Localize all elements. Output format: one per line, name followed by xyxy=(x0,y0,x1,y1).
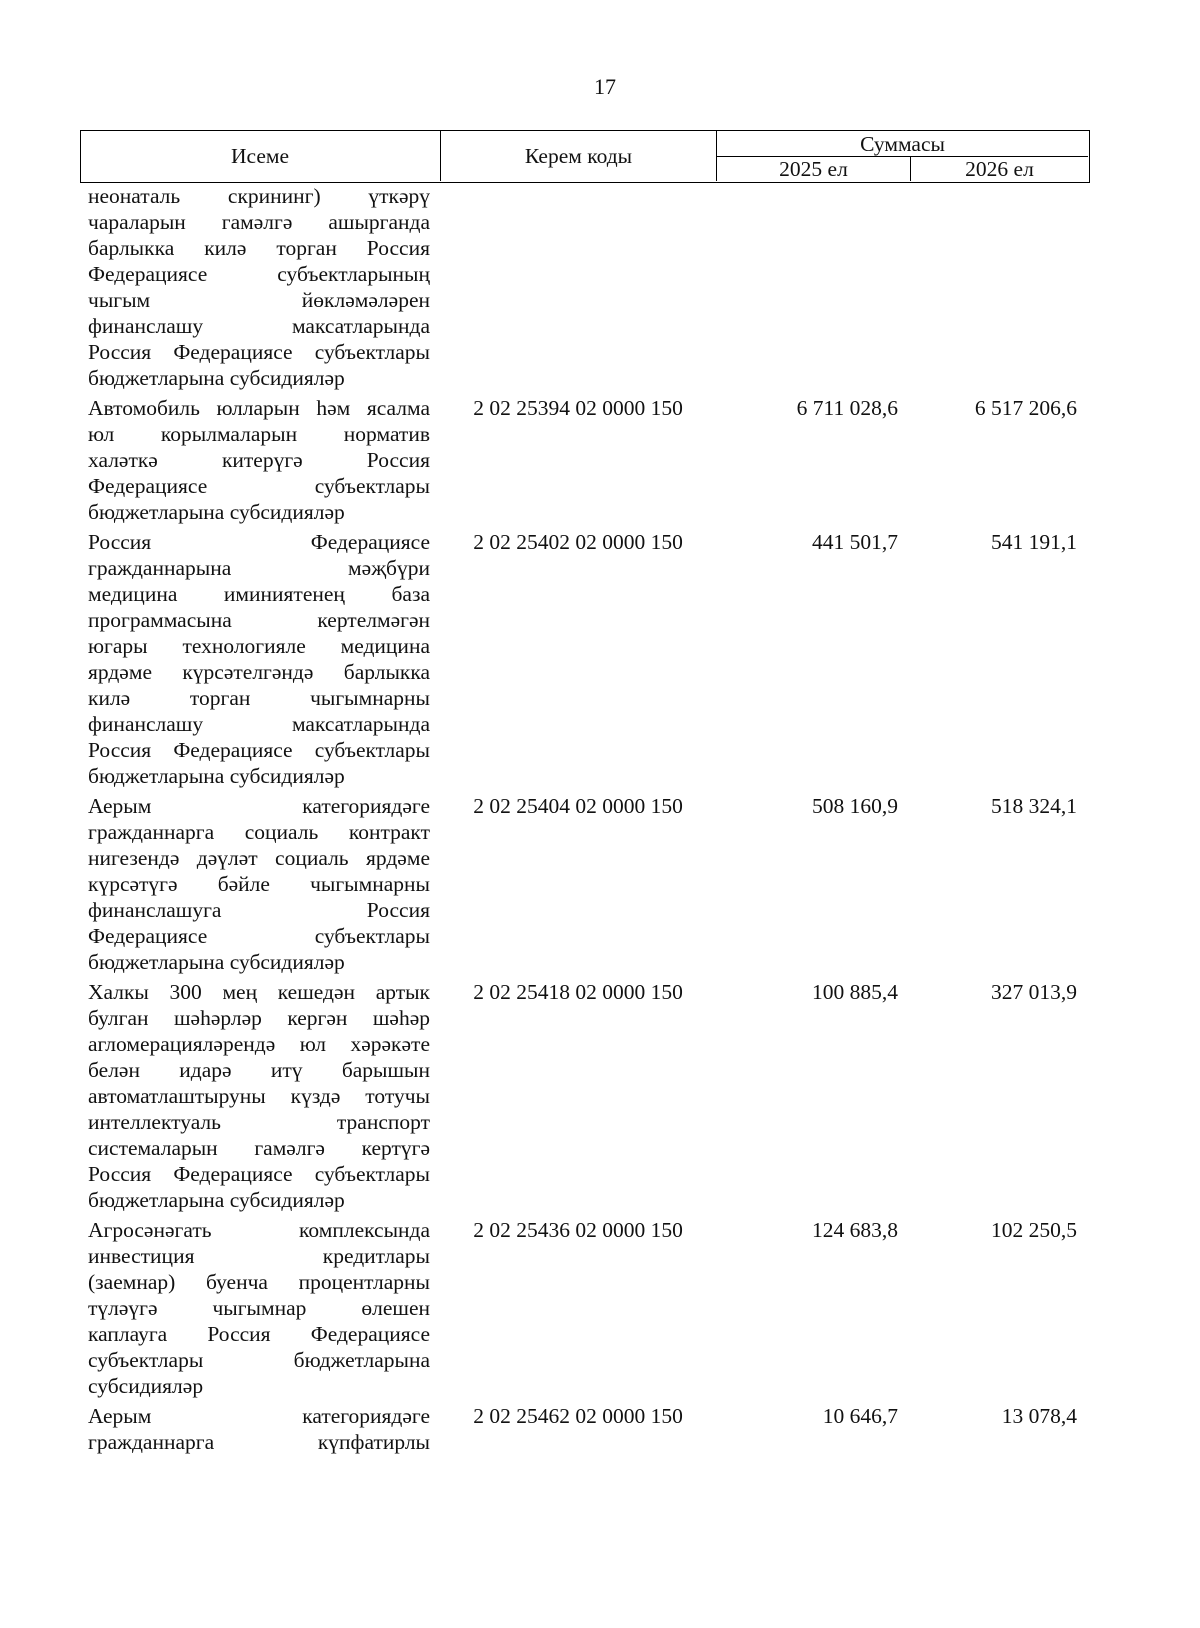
row-name-line: чараларын гамәлгә ашырганда xyxy=(88,210,430,234)
row-amount-2026: 102 250,5 xyxy=(991,1218,1077,1242)
row-amount-2026 xyxy=(910,183,1090,209)
row-name-line: каплауга Россия Федерациясе xyxy=(88,1322,430,1346)
row-amount-2026: 541 191,1 xyxy=(991,530,1077,554)
row-name-line: Федерациясе субъектлары xyxy=(88,474,430,498)
row-name-line: бюджетларына субсидияләр xyxy=(88,500,345,524)
row-name-line: системаларын гамәлгә кертүгә xyxy=(88,1136,430,1160)
row-amount-2026: 13 078,4 xyxy=(1001,1404,1077,1428)
row-name-line: бюджетларына субсидияләр xyxy=(88,1188,345,1212)
row-name-line: халәткә китерүгә Россия xyxy=(88,448,430,472)
row-amount-2025: 124 683,8 xyxy=(812,1218,898,1242)
row-amount-2025: 441 501,7 xyxy=(812,530,898,554)
table-body xyxy=(80,183,1090,1459)
row-amount-2025: 100 885,4 xyxy=(812,980,898,1004)
row-name-line: бюджетларына субсидияләр xyxy=(88,764,345,788)
table-row xyxy=(80,183,1090,391)
row-name-line: Россия Федерациясе субъектлары xyxy=(88,738,430,762)
row-name-cell xyxy=(80,529,440,789)
row-name-line: Автомобиль юлларын һәм ясалма xyxy=(88,396,430,420)
row-name-line: финанслашу максатларында xyxy=(88,314,430,338)
row-name-line: финанслашу максатларында xyxy=(88,712,430,736)
table-row xyxy=(80,395,1090,525)
row-code: 2 02 25462 02 0000 150 xyxy=(473,1404,683,1428)
row-name-line: бюджетларына субсидияләр xyxy=(88,950,345,974)
table-header xyxy=(80,130,1090,183)
row-name-line: Россия Федерациясе субъектлары xyxy=(88,340,430,364)
row-name-line: гражданнарга социаль контракт xyxy=(88,820,430,844)
row-amount-2026: 6 517 206,6 xyxy=(974,396,1077,420)
row-code: 2 02 25404 02 0000 150 xyxy=(473,794,683,818)
page-number: 17 xyxy=(594,74,616,99)
row-name-line: субсидияләр xyxy=(88,1374,204,1398)
row-code: 2 02 25394 02 0000 150 xyxy=(473,396,683,420)
header-amount: Суммасы xyxy=(860,132,945,156)
row-name-line: программасына кертелмәгән xyxy=(88,608,430,632)
row-code: 2 02 25402 02 0000 150 xyxy=(473,530,683,554)
row-name-line: интеллектуаль транспорт xyxy=(88,1110,430,1134)
row-name-line: финанслашуга Россия xyxy=(88,898,430,922)
row-name-line: автоматлаштыруны күздә тотучы xyxy=(88,1084,430,1108)
row-name-line: Аерым категориядәге xyxy=(88,794,430,818)
header-code: Керем коды xyxy=(524,144,633,168)
row-amount-2026: 518 324,1 xyxy=(991,794,1077,818)
table-row xyxy=(80,793,1090,975)
row-name-line: нигезендә дәүләт социаль ярдәме xyxy=(88,846,430,870)
row-name-line: Федерациясе субъектларының xyxy=(88,262,430,286)
row-code: 2 02 25436 02 0000 150 xyxy=(473,1218,683,1242)
row-name-line: күрсәтүгә бәйле чыгымнарны xyxy=(88,872,430,896)
header-year-2026: 2026 ел xyxy=(965,157,1034,181)
row-amount-2025 xyxy=(716,183,910,209)
row-amount-2025: 508 160,9 xyxy=(812,794,898,818)
row-name-line: булган шәһәрләр кергән шәһәр xyxy=(88,1006,430,1030)
row-name-cell xyxy=(80,1403,440,1455)
row-name-line: Агросәнәгать комплексында xyxy=(88,1218,430,1242)
table-row xyxy=(80,529,1090,789)
row-name-line: Россия Федерациясе субъектлары xyxy=(88,1162,430,1186)
row-name-line: түләүгә чыгымнар өлешен xyxy=(88,1296,430,1320)
row-name-line: бюджетларына субсидияләр xyxy=(88,366,345,390)
row-name-line: чыгым йөкләмәләрен xyxy=(88,288,430,312)
row-name-line: неонаталь скрининг) үткәрү xyxy=(88,184,430,208)
table-row xyxy=(80,979,1090,1213)
row-name-cell xyxy=(80,183,440,391)
row-name-line: агломерацияләрендә юл хәрәкәте xyxy=(88,1032,430,1056)
row-code: 2 02 25418 02 0000 150 xyxy=(473,980,683,1004)
row-name-line: Халкы 300 мең кешедән артык xyxy=(88,980,430,1004)
row-amount-2026: 327 013,9 xyxy=(991,980,1077,1004)
row-name-line: Федерациясе субъектлары xyxy=(88,924,430,948)
row-name-line: барлыкка килә торган Россия xyxy=(88,236,430,260)
row-name-line: гражданнарына мәҗбүри xyxy=(88,556,430,580)
row-amount-2025: 10 646,7 xyxy=(822,1404,898,1428)
row-name-line: югары технологияле медицина xyxy=(88,634,430,658)
row-name-line: инвестиция кредитлары xyxy=(88,1244,430,1268)
row-amount-2025: 6 711 028,6 xyxy=(796,396,898,420)
table-row xyxy=(80,1217,1090,1399)
header-name: Исеме xyxy=(230,144,290,168)
row-name-cell xyxy=(80,979,440,1213)
row-name-line: юл корылмаларын норматив xyxy=(88,422,430,446)
row-name-line: белән идарә итү барышын xyxy=(88,1058,430,1082)
table-row xyxy=(80,1403,1090,1455)
header-year-2025: 2025 ел xyxy=(779,157,848,181)
row-name-cell xyxy=(80,793,440,975)
row-name-line: гражданнарга күпфатирлы xyxy=(88,1430,430,1454)
row-name-cell xyxy=(80,1217,440,1399)
row-name-cell xyxy=(80,395,440,525)
row-name-line: медицина иминиятенең база xyxy=(88,582,430,606)
row-name-line: килә торган чыгымнарны xyxy=(88,686,430,710)
row-name-line: Россия Федерациясе xyxy=(88,530,430,554)
row-name-line: субъектлары бюджетларына xyxy=(88,1348,430,1372)
row-name-line: (заемнар) буенча процентларны xyxy=(88,1270,430,1294)
row-name-line: Аерым категориядәге xyxy=(88,1404,430,1428)
row-code xyxy=(440,183,716,209)
row-name-line: ярдәме күрсәтелгәндә барлыкка xyxy=(88,660,430,684)
